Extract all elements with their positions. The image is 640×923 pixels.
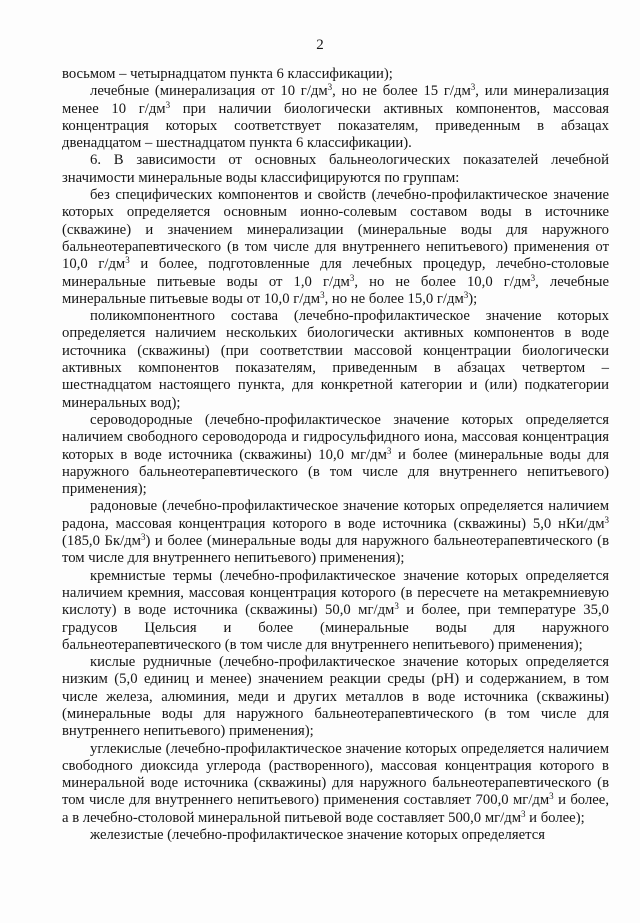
page-number: 2 bbox=[316, 37, 324, 53]
paragraph: углекислые (лечебно-профилактическое значение которых определяется наличием свободного диоксида углерода (растворенного), массовая концентрация которого в минеральной воде источника (скважины) для наружного бальнеотерапевтического (в том числе для внутреннего непитьевого) применения составляет 700,0 $мг/дм^3$ и более, а в лечебно-столовой минеральной питьевой воде составляет 500,0 $мг/дм^3$ и более); bbox=[62, 740, 609, 826]
paragraph: восьмом – четырнадцатом пункта 6 классификации); bbox=[62, 66, 393, 82]
document-body bbox=[62, 66, 609, 844]
paragraph: кислые рудничные (лечебно-профилактическое значение которых определяется низким (5,0 единиц и менее) значением реакции среды (pH) и содержанием, в том числе железа, алюминия, меди и других металлов в воде источника (скважины) (минеральные воды для наружного бальнеотерапевтического (в том числе для внутреннего непитьевого) применения); bbox=[62, 654, 609, 740]
paragraph: без специфических компонентов и свойств (лечебно-профилактическое значение которых определяется основным ионно-солевым составом воды в источнике (скважине) и значением минерализации (минеральные воды для наружного бальнеотерапевтического (в том числе для внутреннего непитьевого) применения от 10,0 $г/дм^3$ и более, подготовленные для лечебных процедур, лечебно-столовые минеральные питьевые воды от 1,0 $г/дм^3$, но не более 10,0 $г/дм^3$, лечебные минеральные питьевые воды от 10,0 $г/дм^3$, но не более 15,0 $г/дм^3$); bbox=[62, 187, 610, 307]
paragraph: 6. В зависимости от основных бальнеологических показателей лечебной значимости минеральные воды классифицируются по группам: bbox=[62, 152, 609, 186]
paragraph: кремнистые термы (лечебно-профилактическое значение которых определяется наличием кремния, массовая концентрация которого (в пересчете на метакремниевую кислоту) в воде источника (скважины) 50,0 $мг/дм^3$ и более, при температуре 35,0 градусов Цельсия и более (минеральные воды для наружного бальнеотерапевтического (в том числе для внутреннего непитьевого) применения); bbox=[62, 567, 609, 653]
paragraph: железистые (лечебно-профилактическое значение которых определяется bbox=[90, 827, 545, 844]
paragraph: поликомпонентного состава (лечебно-профилактическое значение которых определяется наличием нескольких биологически активных компонентов в воде источника (скважины) (при соответствии массовой концентрации биологически активных компонентов показателям, приведенным в абзацах четвертом – шестнадцатом настоящего пункта, для конкретной категории и (или) подкатегории минеральных вод); bbox=[62, 308, 609, 411]
paragraph: радоновые (лечебно-профилактическое значение которых определяется наличием радона, массовая концентрация которого в воде источника (скважины) 5,0 нКи/$дм^3$ (185,0 $Бк/дм^3$) и более (минеральные воды для наружного бальнеотерапевтического (в том числе для внутреннего непитьевого) применения); bbox=[62, 498, 610, 567]
paragraph: лечебные (минерализация от 10 $г/дм^3$, но не более 15 $г/дм^3$, или минерализация менее 10 $г/дм^3$ при наличии биологически активных компонентов, массовая концентрация которых соответствует показателям, приведенным в абзацах двенадцатом – шестнадцатом пункта 6 классификации). bbox=[62, 82, 610, 152]
paragraph: сероводородные (лечебно-профилактическое значение которых определяется наличием свободного сероводорода и гидросульфидного иона, массовая концентрация которых в воде источника (скважины) 10,0 $мг/дм^3$ и более (минеральные воды для наружного бальнеотерапевтического (в том числе для внутреннего непитьевого) применения); bbox=[62, 411, 609, 498]
